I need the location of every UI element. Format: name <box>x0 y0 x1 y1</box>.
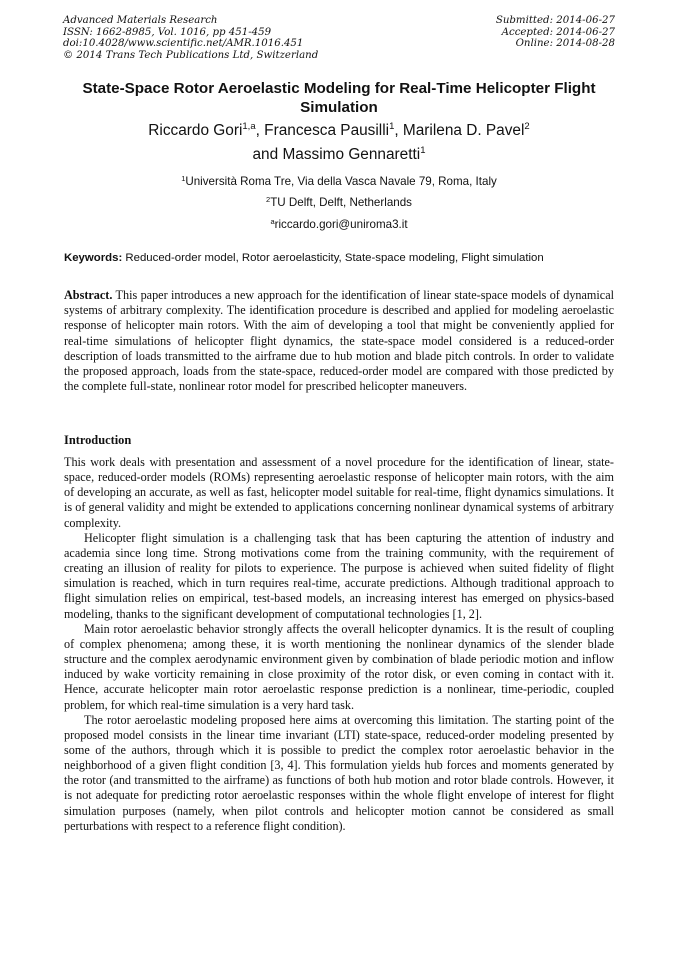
author-sup: 2 <box>524 121 530 132</box>
author-name: Riccardo Gori <box>148 122 243 139</box>
author-name: Marilena D. Pavel <box>402 122 525 139</box>
abstract-text: This paper introduces a new approach for the identification of linear state-space models of dynamical systems of arbitrary complexity. The identification procedure is described and applied for modeling aeroelastic response of helicopter main rotors. With the aim of developing a tool that might be conveniently applied for real-time simulations of helicopter flight dynamics, the state-space model considered is a reduced-order description of loads transmitted to the airframe due to hub motion and blade pitch controls. In order to validate the proposed approach, loads from the state-space, reduced-order model are compared with those predicted by the complete full-state, nonlinear rotor model for prescribed helicopter maneuvers. <box>64 288 614 394</box>
dates-header <box>496 15 615 50</box>
submitted-date: Submitted: 2014-06-27 <box>495 15 615 26</box>
author-sup: 1 <box>420 145 426 156</box>
keywords-text: Reduced-order model, Rotor aeroelasticity, State-space modeling, Flight simulation <box>125 252 544 264</box>
author-sup: 1 <box>389 121 395 132</box>
paragraph: Helicopter flight simulation is a challenging task that has been capturing the attention of industry and academia since long time. Strong motivations come from the training community, with the requirement of creating an illusion of reality for pilots to experience. The purpose is achieved when suited fidelity of flight simulation is reached, which in turn requires real-time, accurate predictions. Although traditional approach to flight simulation relies on empirical, test-based models, an increasing interest has emerged on physics-based modeling, thanks to the significant development of computational technologies [1, 2]. <box>64 530 614 621</box>
affiliation-text: TU Delft, Delft, Netherlands <box>270 196 412 209</box>
affiliation-text: Università Roma Tre, Via della Vasca Navale 79, Roma, Italy <box>185 175 497 188</box>
author-name: Massimo Gennaretti <box>282 146 421 163</box>
section-heading: Introduction <box>64 433 132 447</box>
paper-title <box>40 79 638 117</box>
journal-header <box>63 15 318 61</box>
affiliation-1 <box>40 175 638 189</box>
abstract <box>64 288 614 394</box>
journal-copyright: © 2014 Trans Tech Publications Ltd, Switzerland <box>63 49 319 61</box>
affiliation-sup: 1 <box>181 174 186 183</box>
author-line-2 <box>40 143 638 167</box>
paragraph: The rotor aeroelastic modeling proposed here aims at overcoming this limitation. The starting point of the proposed model consists in the linear time invariant (LTI) state-space, reduced-order modeling presented by some of the authors, through which it is possible to predict the complex rotor aeroelastic behavior in the neighborhood of a given flight condition [3, 4]. This formulation yields hub forces and moments generated by the rotor (and transmitted to the airframe) as functions of both hub motion and rotor blade controls. However, it is not adequate for predicting rotor aeroelastic responses within the whole flight envelope of interest for flight simulation purposes (namely, when pilot controls and helicopter motion cannot be considered as small perturbations with respect to a reference flight condition). <box>64 712 614 833</box>
affiliation-sup: a <box>270 217 275 226</box>
abstract-label: Abstract. <box>64 288 113 302</box>
title-line-1: State-Space Rotor Aeroelastic Modeling for Real-Time Helicopter Flight <box>82 80 596 97</box>
author-and: and <box>252 146 279 163</box>
title-line-2: Simulation <box>300 99 378 116</box>
journal-issn: ISSN: 1662-8985, Vol. 1016, pp 451-459 <box>63 26 272 38</box>
accepted-date: Accepted: 2014-06-27 <box>501 26 615 38</box>
journal-doi: doi:10.4028/www.scientific.net/AMR.1016.451 <box>63 38 304 50</box>
journal-name: Advanced Materials Research <box>63 15 218 26</box>
keywords-label: Keywords: <box>64 252 123 264</box>
author-line-1: Riccardo Gori$^{1,a}$, Francesca Pausilli$^1$, Marilena D. Pavel$^2$ <box>148 121 530 139</box>
online-date: Online: 2014-08-28 <box>515 38 615 50</box>
affiliation-2 <box>40 196 638 210</box>
email-link[interactable]: riccardo.gori@uniroma3.it <box>274 218 408 231</box>
keywords <box>64 251 624 265</box>
author-list <box>40 119 638 167</box>
author-name: Francesca Pausilli <box>264 122 390 139</box>
affiliation-email <box>40 218 638 232</box>
introduction-body <box>64 455 614 834</box>
paragraph: This work deals with presentation and assessment of a novel procedure for the identification of linear, state-space, reduced-order models (ROMs) representing aeroelastic response of helicopter main rotors, with the aim of developing an accurate, as well as fast, helicopter model suitable for real-time, flight dynamics simulations. It is of general validity and might be extended to applications concerning nonlinear dynamical systems of arbitrary complexity. <box>64 455 614 530</box>
affiliation-sup: 2 <box>266 195 271 204</box>
paragraph: Main rotor aeroelastic behavior strongly affects the overall helicopter dynamics. It is the result of coupling of complex phenomena; among these, it is worth mentioning the nonlinear dynamics of the slender blade structure and the complex aerodynamic environment given by combination of blade periodic motion and inflow induced by wake vorticity remaining in close proximity of the rotor disk, or even coming in contact with it. Hence, accurate helicopter main rotor aeroelastic response prediction is a nonlinear, time-periodic, coupled problem, for which real-time simulation is a very hard task. <box>64 621 614 712</box>
author-sup: 1,a <box>242 121 256 132</box>
